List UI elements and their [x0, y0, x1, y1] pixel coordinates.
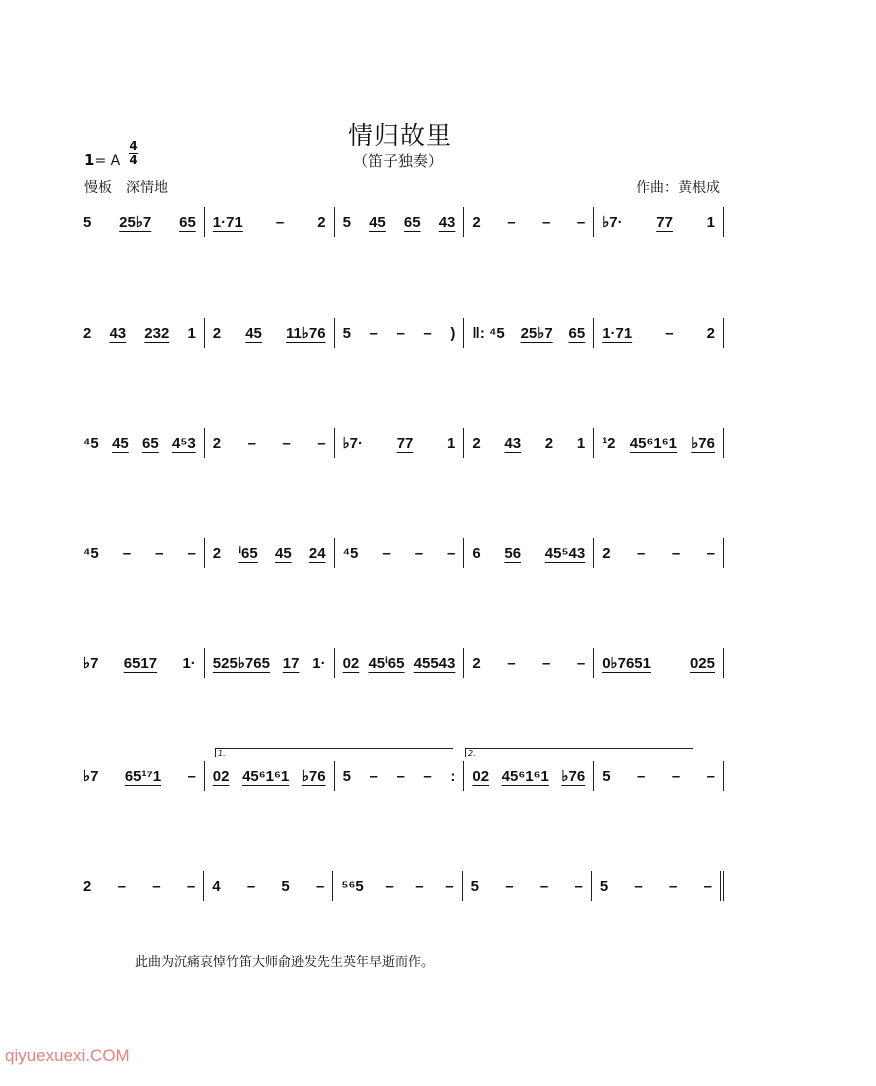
note-group: 65¹⁷1: [124, 767, 162, 785]
note-group: ⁱ65: [238, 545, 258, 562]
note-group: –: [186, 877, 196, 895]
volta-1: [215, 748, 453, 757]
note-group: –: [316, 877, 325, 895]
note-group: 2: [472, 434, 481, 452]
note-group: 43: [438, 213, 456, 231]
note-group: –: [542, 654, 551, 672]
footnote: 此曲为沉痛哀悼竹笛大师俞逊发先生英年早逝而作。: [135, 955, 435, 970]
note-group: –: [669, 877, 678, 895]
note-group: –: [396, 324, 405, 342]
tempo-marking: 慢板 深情地: [84, 180, 168, 196]
note-group: 525♭765: [212, 655, 270, 672]
note-group: ♭76: [691, 435, 715, 452]
measure: [594, 648, 724, 678]
note-group: –: [246, 877, 256, 895]
note-group: 1·71: [212, 213, 243, 231]
note-group: –: [117, 877, 126, 895]
note-group: 45543: [413, 654, 456, 672]
measure: [594, 318, 724, 348]
note-group: ♭7: [83, 655, 99, 672]
score-subtitle: （笛子独奏）: [352, 152, 443, 170]
note-group: –: [576, 213, 586, 231]
note-group: :: [450, 767, 456, 785]
note-group: 1·71: [602, 324, 633, 342]
note-group: –: [396, 767, 405, 785]
note-group: 77: [656, 213, 673, 231]
measure: [80, 871, 204, 901]
measure: [463, 871, 592, 901]
time-signature: [129, 140, 138, 167]
staff-line: [80, 207, 724, 237]
note-group: –: [542, 213, 551, 231]
note-group: –: [423, 767, 432, 785]
composer: 作曲：黄根成: [636, 180, 720, 196]
note-group: 2: [212, 544, 222, 562]
measure: [464, 761, 594, 791]
note-group: 1: [447, 434, 456, 452]
note-group: 2: [472, 654, 481, 672]
note-group: 0♭7651: [602, 655, 651, 672]
note-group: 77: [396, 434, 414, 452]
note-group: ♭76: [301, 768, 326, 785]
note-group: –: [703, 877, 712, 895]
note-group: 5: [602, 767, 611, 785]
note-group: 025: [689, 654, 715, 672]
measure: [335, 207, 465, 237]
note-group: –: [385, 877, 394, 895]
note-group: ⁴5: [83, 434, 99, 452]
key-tonic: 1: [84, 151, 95, 169]
note-group: –: [415, 877, 424, 895]
note-group: 65: [179, 213, 196, 231]
volta-2-label: 2.: [468, 749, 476, 758]
note-group: –: [447, 544, 456, 562]
note-group: ⁵⁶5: [341, 877, 364, 895]
note-group: –: [665, 324, 674, 342]
note-group: –: [576, 654, 586, 672]
note-group: –: [187, 767, 196, 785]
note-group: 17: [282, 654, 300, 672]
measure: [464, 428, 594, 458]
key-signature: [84, 151, 120, 169]
note-group: 2: [317, 213, 326, 231]
note-group: –: [637, 544, 646, 562]
score-title: 情归故里: [347, 121, 452, 150]
note-group: 45: [245, 324, 262, 342]
note-group: ⁴5: [83, 544, 99, 562]
measure: [205, 538, 335, 568]
note-group: –: [369, 324, 378, 342]
note-group: 45⁶1⁶1: [242, 767, 290, 785]
note-group: ): [450, 324, 456, 342]
measure: [594, 207, 724, 237]
note-group: –: [317, 434, 326, 452]
note-group: 24: [308, 544, 326, 562]
note-group: 4: [212, 877, 221, 895]
measure: [205, 207, 335, 237]
measure: [464, 538, 594, 568]
note-group: 65: [142, 434, 159, 452]
note-group: 5: [470, 877, 479, 895]
measure: [335, 648, 465, 678]
note-group: 1·: [182, 654, 196, 672]
measure: [205, 648, 335, 678]
note-group: 02: [472, 767, 490, 785]
staff-line: [80, 538, 724, 568]
staff-line: [80, 761, 724, 791]
note-group: 1·: [312, 654, 326, 672]
note-group: 5: [342, 324, 351, 342]
note-group: ♭76: [561, 768, 586, 785]
measure: [592, 871, 724, 901]
note-group: –: [382, 544, 391, 562]
measure: [335, 761, 465, 791]
note-group: 45: [369, 213, 386, 231]
note-group: –: [505, 877, 514, 895]
note-group: 1: [706, 213, 715, 231]
note-group: –: [282, 434, 291, 452]
note-group: –: [247, 434, 256, 452]
note-group: 2: [602, 544, 611, 562]
volta-1-label: 1.: [218, 749, 226, 758]
note-group: –: [637, 767, 646, 785]
measure: [335, 538, 465, 568]
staff-line: [80, 648, 724, 678]
note-group: 2: [83, 324, 92, 342]
note-group: 43: [504, 434, 522, 452]
note-group: 45⁵43: [544, 544, 586, 562]
note-group: 2: [212, 324, 222, 342]
measure: [80, 538, 205, 568]
note-group: –: [187, 544, 196, 562]
measure: [80, 318, 205, 348]
measure: [204, 871, 333, 901]
measure: [464, 207, 594, 237]
note-group: 45: [112, 434, 129, 452]
measure: [335, 428, 465, 458]
measure: [205, 761, 335, 791]
note-group: –: [369, 767, 378, 785]
measure: [80, 428, 205, 458]
note-group: 1: [576, 434, 586, 452]
watermark: qiyuexuexi.COM: [5, 1046, 130, 1065]
note-group: –: [634, 877, 643, 895]
note-group: 25♭7: [520, 325, 553, 342]
measure: [594, 538, 724, 568]
note-group: 02: [342, 654, 360, 672]
meter-top: 4: [129, 139, 138, 153]
note-group: 56: [504, 544, 522, 562]
staff-line: [80, 428, 724, 458]
note-group: –: [671, 544, 681, 562]
note-group: 5: [342, 767, 351, 785]
measure: [80, 648, 205, 678]
staff-line: [80, 318, 724, 348]
note-group: –: [706, 767, 715, 785]
measure: [464, 648, 594, 678]
measure: [80, 761, 205, 791]
note-group: 2: [212, 434, 222, 452]
note-group: 43: [109, 324, 127, 342]
note-group: 2: [472, 213, 481, 231]
note-group: 5: [281, 877, 290, 895]
note-group: ‖: ⁴5: [472, 324, 505, 342]
note-group: ♭7·: [602, 214, 623, 231]
note-group: 2: [83, 877, 92, 895]
note-group: 45: [274, 544, 292, 562]
note-group: –: [671, 767, 681, 785]
note-group: –: [423, 324, 432, 342]
note-group: ⁴5: [342, 544, 359, 562]
note-group: 65: [568, 324, 586, 342]
measure: [594, 761, 724, 791]
note-group: ♭7·: [342, 435, 364, 452]
note-group: 45⁶1⁶1: [501, 767, 549, 785]
note-group: –: [574, 877, 583, 895]
note-group: 6517: [123, 654, 158, 672]
key-name: = A: [94, 153, 121, 169]
note-group: 45⁶1⁶1: [629, 434, 677, 452]
note-group: 2: [544, 434, 554, 452]
note-group: 65: [403, 213, 421, 231]
volta-2: [465, 748, 693, 757]
note-group: –: [155, 544, 164, 562]
meter-bottom: 4: [129, 153, 138, 167]
note-group: 5: [342, 213, 351, 231]
note-group: 6: [472, 544, 481, 562]
note-group: 25♭7: [119, 214, 152, 231]
note-group: –: [445, 877, 454, 895]
note-group: ¹2: [602, 434, 616, 452]
measure: [205, 318, 335, 348]
note-group: –: [152, 877, 161, 895]
measure: [333, 871, 462, 901]
measure: [464, 318, 594, 348]
note-group: –: [414, 544, 424, 562]
note-group: 11♭76: [285, 325, 326, 342]
note-group: –: [275, 213, 285, 231]
note-group: 5: [83, 213, 92, 231]
note-group: 45ⁱ65: [368, 655, 405, 672]
note-group: –: [122, 544, 132, 562]
note-group: –: [706, 544, 715, 562]
note-group: 1: [187, 324, 196, 342]
staff-line: [80, 871, 724, 901]
measure: [205, 428, 335, 458]
note-group: –: [507, 213, 516, 231]
note-group: 2: [706, 324, 715, 342]
note-group: –: [507, 654, 516, 672]
note-group: 232: [144, 324, 170, 342]
note-group: ♭7: [83, 768, 99, 785]
note-group: 02: [212, 767, 230, 785]
measure: [335, 318, 465, 348]
note-group: –: [539, 877, 549, 895]
note-group: 5: [599, 877, 609, 895]
measure: [594, 428, 724, 458]
note-group: 4⁵3: [172, 434, 196, 452]
measure: [80, 207, 205, 237]
